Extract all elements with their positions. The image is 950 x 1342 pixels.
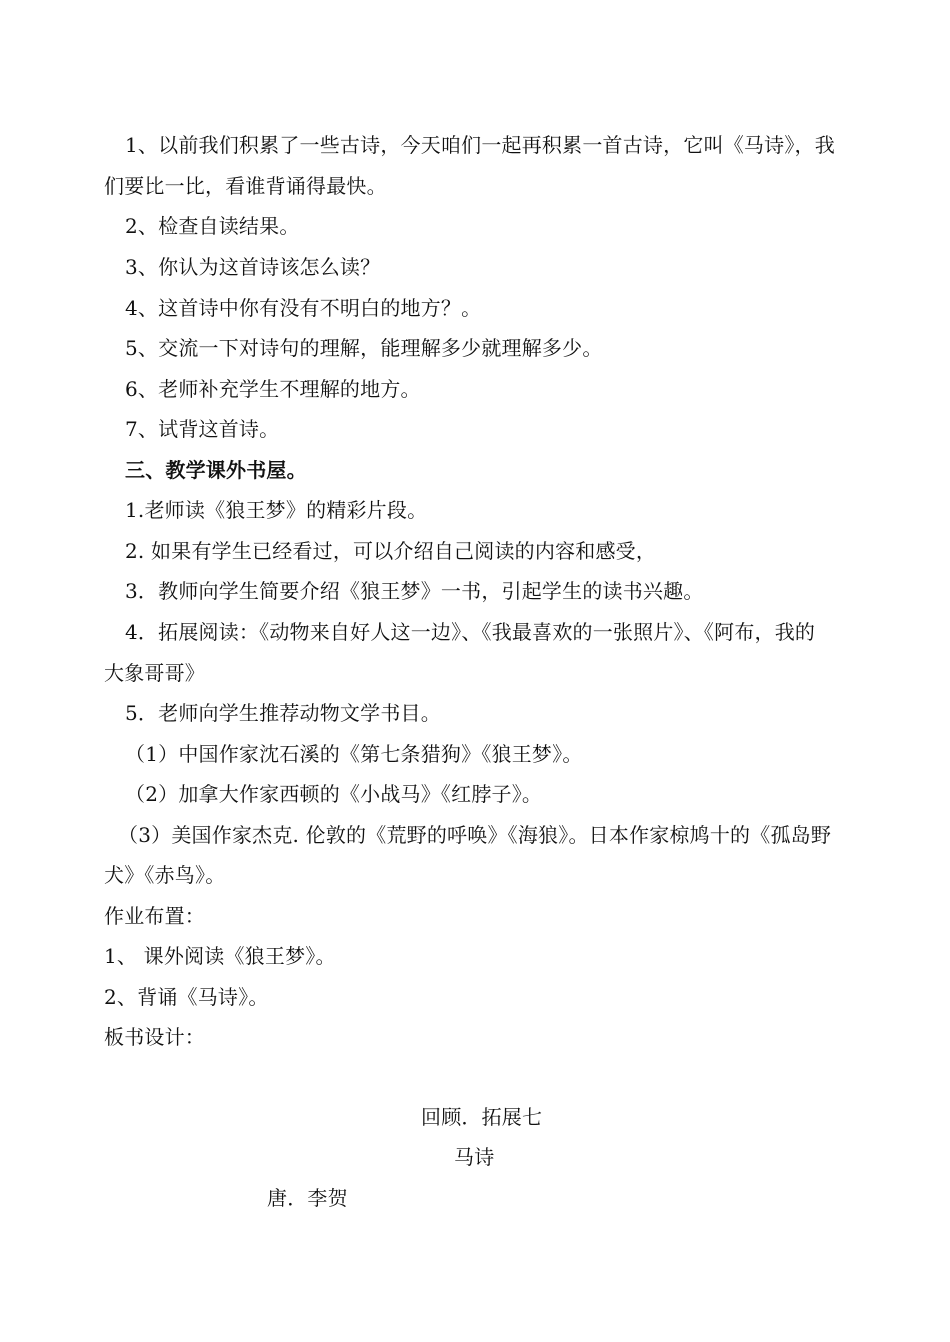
text-line-12: 3．教师向学生简要介绍《狼王梦》一书，引起学生的读书兴趣。 — [125, 579, 704, 603]
poem-author: 唐．李贺 — [267, 1186, 348, 1210]
text-line-15: 5．老师向学生推荐动物文学书目。 — [125, 701, 441, 725]
section-heading: 三、教学课外书屋。 — [125, 458, 307, 482]
text-line-22: 2、背诵《马诗》。 — [104, 985, 269, 1009]
text-line-19: 犬》《赤鸟》。 — [104, 863, 226, 887]
text-line-7: 6、老师补充学生不理解的地方。 — [125, 377, 421, 401]
text-line-3: 2、检查自读结果。 — [125, 214, 300, 238]
text-line-16: （1）中国作家沈石溪的《第七条猎狗》《狼王梦》。 — [125, 742, 583, 766]
text-line-13: 4．拓展阅读：《动物来自好人这一边》、《我最喜欢的一张照片》、《阿布，我的 — [125, 620, 816, 644]
text-line-14: 大象哥哥》 — [104, 661, 205, 685]
text-line-17: （2）加拿大作家西顿的《小战马》《红脖子》。 — [125, 782, 543, 806]
text-line-1: 1、以前我们积累了一些古诗，今天咱们一起再积累一首古诗，它叫《马诗》，我 — [125, 133, 835, 157]
text-line-4: 3、你认为这首诗该怎么读？ — [125, 255, 381, 279]
text-line-8: 7、试背这首诗。 — [125, 417, 280, 441]
text-line-18: （3）美国作家杰克. 伦敦的《荒野的呼唤》《海狼》。日本作家椋鸠十的《孤岛野 — [118, 823, 832, 847]
text-line-21: 1、 课外阅读《狼王梦》。 — [104, 944, 336, 968]
text-line-11: 2. 如果有学生已经看过，可以介绍自己阅读的内容和感受， — [125, 539, 657, 563]
board-design-heading: 板书设计： — [104, 1025, 205, 1049]
homework-heading: 作业布置： — [104, 904, 205, 928]
text-line-2: 们要比一比，看谁背诵得最快。 — [104, 174, 387, 198]
text-line-10: 1.老师读《狼王梦》的精彩片段。 — [125, 498, 428, 522]
poem-title: 马诗 — [454, 1145, 495, 1169]
text-line-6: 5、交流一下对诗句的理解，能理解多少就理解多少。 — [125, 336, 603, 360]
board-title: 回顾．拓展七 — [421, 1105, 543, 1129]
text-line-5: 4、这首诗中你有没有不明白的地方？。 — [125, 296, 482, 320]
